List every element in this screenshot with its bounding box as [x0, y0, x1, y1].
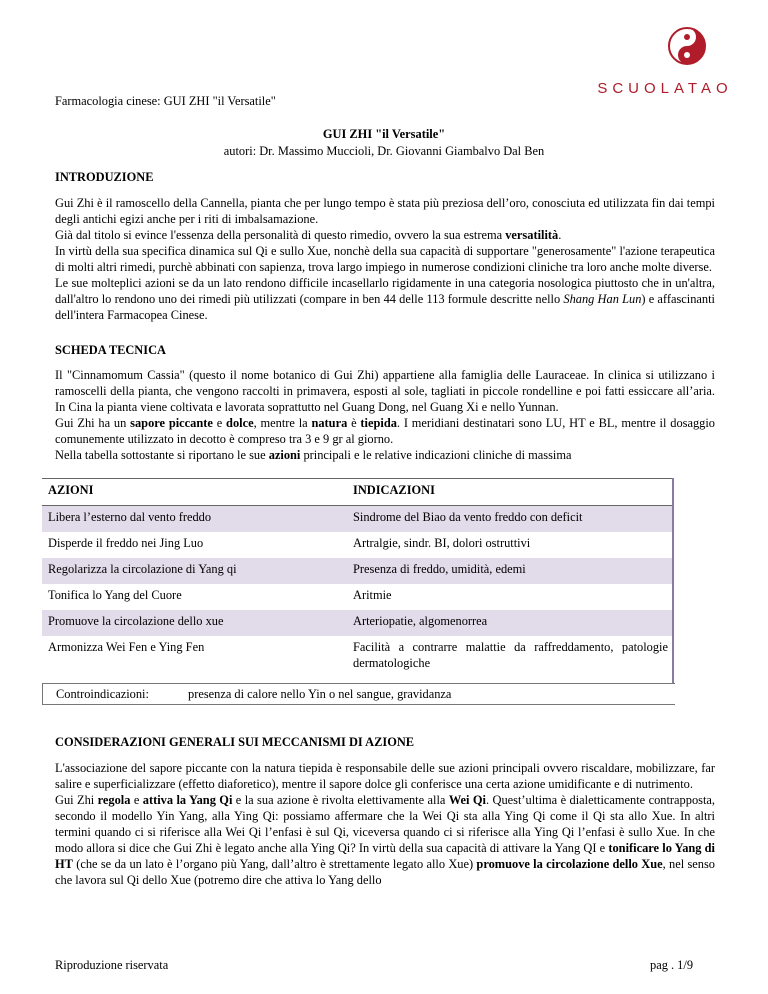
intro-paragraph-1: Gui Zhi è il ramoscello della Cannella, pianta che per lungo tempo è stata più preziosa dell’oro, conosciuta ed utilizzata fin dai tempi degli antichi egizi anche per i riti di imbalsamazione.	[55, 196, 715, 226]
table-row	[42, 506, 674, 533]
document-label: Farmacologia cinese: GUI ZHI "il Versatile"	[55, 94, 276, 108]
considerazioni-section	[55, 760, 715, 888]
logo-text: SCUOLATAO	[597, 80, 733, 97]
yin-yang-icon	[667, 26, 707, 66]
scuolatao-logo	[590, 24, 740, 96]
indicazione-cell: Aritmie	[353, 588, 392, 602]
scheda-section	[55, 367, 715, 463]
indicazione-cell: Presenza di freddo, umidità, edemi	[347, 558, 674, 584]
controindicazioni-label: Controindicazioni:	[56, 687, 149, 701]
azione-cell: Promuove la circolazione dello xue	[42, 610, 347, 636]
controindicazioni-row	[42, 683, 675, 705]
table-row	[42, 636, 674, 674]
intro-paragraph-2: Già dal titolo si evince l'essenza della personalità di questo rimedio, ovvero la sua estrema versatilità.	[55, 228, 562, 242]
scheda-paragraph-3: Nella tabella sottostante si riportano le sue azioni principali e le relative indicazioni cliniche di massima	[55, 448, 572, 462]
page-title: GUI ZHI "il Versatile"	[322, 127, 446, 141]
considerazioni-paragraph-2: Gui Zhi regola e attiva la Yang Qi e la sua azione è rivolta elettivamente alla Wei Qi. Quest’ultima è dialetticamente contrapposta, secondo il modello Yin Yang, alla Ying Qi: possiamo affermare che la Wei Qi sta alla Ying Qi come il Qi sta allo Xue. In altri termini quando ci si riferisce alla Wei Qi l’enfasi è sul Qi, viceversa quando ci si riferisce alla Ying Qi l’enfasi è sullo Xue. In che modo allora si dice che Gui Zhi è legato anche alla Ying Qi? In virtù della sua capacità di attivare la Yang QI e tonificare lo Yang di HT (che se da un lato è l’organo più Yang, dall’altro è strettamente legato allo Xue) promuove la circolazione dello Xue, nel senso che lavora sul Qi dello Xue (potremo dire che attiva lo Yang dello	[55, 793, 716, 887]
azione-cell: Regolarizza la circolazione di Yang qi	[42, 558, 347, 584]
scheda-heading: SCHEDA TECNICA	[55, 343, 166, 357]
indicazione-cell: Facilità a contrarre malattie da raffreddamento, patologie dermatologiche	[353, 640, 668, 670]
table-row	[42, 584, 674, 610]
azione-cell: Disperde il freddo nei Jing Luo	[48, 536, 204, 550]
considerazioni-heading: CONSIDERAZIONI GENERALI SUI MECCANISMI DI AZIONE	[55, 735, 415, 749]
indicazione-cell: Arteriopatie, algomenorrea	[347, 610, 674, 636]
table-header-row	[42, 479, 674, 506]
table-right-border	[672, 478, 674, 683]
azione-cell: Tonifica lo Yang del Cuore	[48, 588, 182, 602]
controindicazioni-value: presenza di calore nello Yin o nel sangue, gravidanza	[188, 687, 452, 701]
considerazioni-paragraph-1: L'associazione del sapore piccante con la natura tiepida è responsabile delle sue azioni principali ovvero riscaldare, mobilizzare, far salire e superficializzare (effetto diaforetico), mentre il sapore dolce gli conferisce una certa azione umidificante e di nutrimento.	[55, 761, 715, 791]
table-row	[42, 610, 674, 636]
indicazione-cell: Sindrome del Biao da vento freddo con deficit	[347, 506, 674, 533]
header-indicazioni: INDICAZIONI	[347, 479, 674, 506]
intro-paragraph-3: In virtù della sua specifica dinamica sul Qi e sullo Xue, nonchè della sua capacità di supportare "generosamente" l'azione terapeutica di molti altri rimedi, purchè abbinati con sapienza, trova largo impiego in numerose condizioni cliniche tra loro anche molte diverse.	[55, 244, 715, 274]
intro-section	[55, 195, 715, 323]
scheda-paragraph-2: Gui Zhi ha un sapore piccante e dolce, mentre la natura è tiepida. I meridiani destinatari sono LU, HT e BL, mentre il dosaggio comunemente utilizzato in decotto è compreso tra 3 e 9 gr al giorno.	[55, 416, 715, 446]
table-row	[42, 558, 674, 584]
scheda-paragraph-1: Il "Cinnamomum Cassia" (questo il nome botanico di Gui Zhi) appartiene alla famiglia delle Lauraceae. In clinica si utilizzano i ramoscelli della pianta, che vengono raccolti in primavera, esposti al sole, tagliati in piccole rondelline e poi fatti essiccare all’aria. In Cina la pianta viene coltivata e lavorata soprattutto nel Guang Dong, nel Guang Xi e nello Yunnan.	[55, 368, 715, 414]
indicazione-cell: Artralgie, sindr. BI, dolori ostruttivi	[353, 536, 531, 550]
page-number: pag . 1/9	[650, 958, 694, 972]
footer-copyright: Riproduzione riservata	[55, 958, 169, 972]
table-row	[42, 532, 674, 558]
azione-cell: Armonizza Wei Fen e Ying Fen	[48, 640, 205, 654]
authors-line: autori: Dr. Massimo Muccioli, Dr. Giovanni Giambalvo Dal Ben	[223, 144, 545, 158]
intro-heading: INTRODUZIONE	[55, 170, 154, 184]
azioni-table	[42, 478, 674, 674]
header-azioni: AZIONI	[42, 479, 347, 506]
intro-paragraph-4: Le sue molteplici azioni se da un lato rendono difficile incasellarlo rigidamente in una categoria nosologica piuttosto che in un'altra, dall'altro lo rendono uno dei rimedi più utilizzati (compare in ben 44 delle 113 formule descritte nello Shang Han Lun) e affascinanti dell'intera Farmacopea Cinese.	[55, 276, 715, 322]
azione-cell: Libera l’esterno dal vento freddo	[42, 506, 347, 533]
